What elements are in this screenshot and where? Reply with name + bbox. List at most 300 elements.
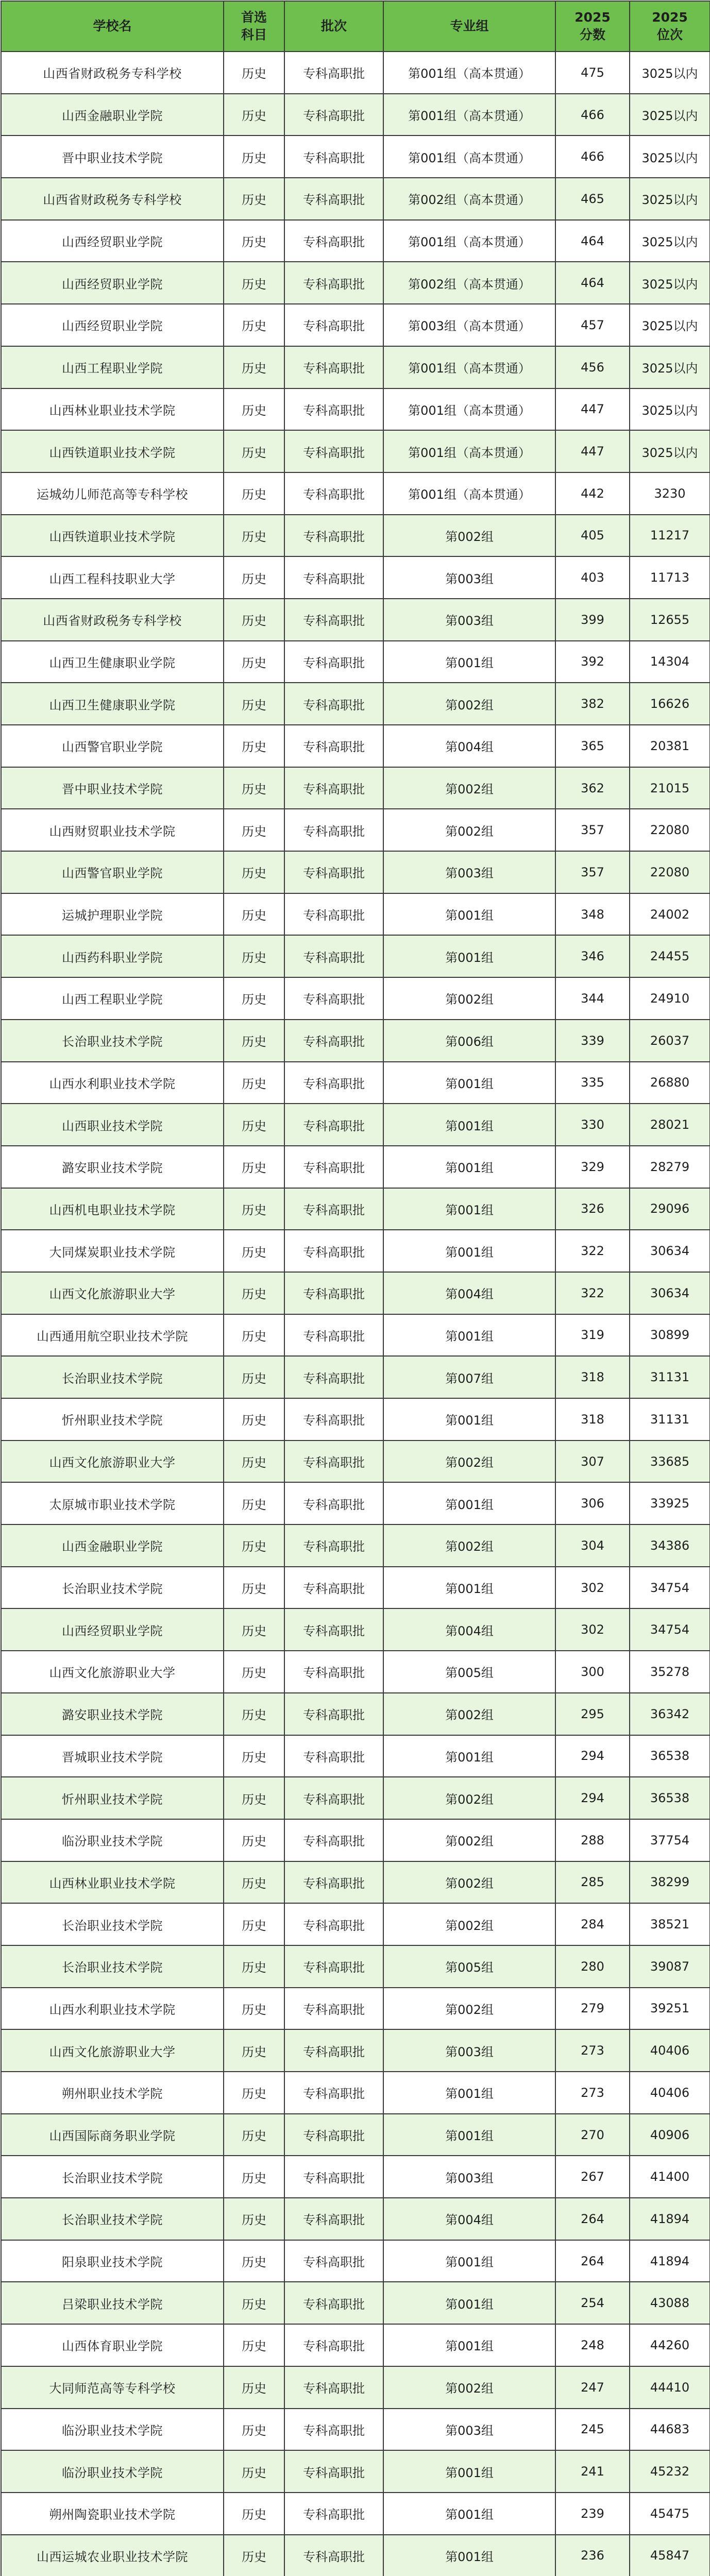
batch-cell: 专科高职批 xyxy=(284,388,383,431)
table-row xyxy=(1,2324,710,2366)
rank-cell: 45232 xyxy=(630,2450,710,2493)
school-name-cell: 吕梁职业技术学院 xyxy=(1,2282,224,2324)
score-cell: 280 xyxy=(555,1945,630,1988)
score-cell: 442 xyxy=(555,472,630,515)
group-cell: 第001组 xyxy=(383,1104,555,1146)
subject-cell: 历史 xyxy=(224,641,284,683)
score-cell: 300 xyxy=(555,1651,630,1693)
score-cell: 264 xyxy=(555,2198,630,2240)
header-batch: 批次 xyxy=(284,1,383,52)
school-name-cell: 山西文化旅游职业大学 xyxy=(1,1651,224,1693)
batch-cell: 专科高职批 xyxy=(284,94,383,136)
group-cell: 第001组 xyxy=(383,1482,555,1524)
batch-cell: 专科高职批 xyxy=(284,1945,383,1988)
subject-cell: 历史 xyxy=(224,94,284,136)
table-row xyxy=(1,2072,710,2114)
group-cell: 第002组 xyxy=(383,809,555,851)
table-row xyxy=(1,2114,710,2156)
school-name-cell: 大同师范高等专科学校 xyxy=(1,2366,224,2409)
school-name-cell: 太原城市职业技术学院 xyxy=(1,1482,224,1524)
rank-cell: 3025以内 xyxy=(630,430,710,472)
batch-cell: 专科高职批 xyxy=(284,1104,383,1146)
group-cell: 第001组（高本贯通） xyxy=(383,346,555,388)
school-name-cell: 山西铁道职业技术学院 xyxy=(1,515,224,557)
score-cell: 319 xyxy=(555,1314,630,1357)
batch-cell: 专科高职批 xyxy=(284,893,383,936)
table-row xyxy=(1,767,710,809)
table-row xyxy=(1,2240,710,2282)
group-cell: 第001组 xyxy=(383,2072,555,2114)
table-row xyxy=(1,1903,710,1945)
subject-cell: 历史 xyxy=(224,2198,284,2240)
batch-cell: 专科高职批 xyxy=(284,262,383,304)
group-cell: 第002组（高本贯通） xyxy=(383,262,555,304)
subject-cell: 历史 xyxy=(224,2324,284,2366)
score-cell: 357 xyxy=(555,851,630,893)
score-cell: 457 xyxy=(555,304,630,346)
table-row xyxy=(1,641,710,683)
rank-cell: 41894 xyxy=(630,2198,710,2240)
subject-cell: 历史 xyxy=(224,977,284,1020)
rank-cell: 44683 xyxy=(630,2409,710,2451)
group-cell: 第001组 xyxy=(383,1314,555,1357)
batch-cell: 专科高职批 xyxy=(284,977,383,1020)
batch-cell: 专科高职批 xyxy=(284,599,383,641)
score-cell: 465 xyxy=(555,178,630,220)
table-row xyxy=(1,1188,710,1230)
header-score-line1: 2025 xyxy=(574,10,611,25)
school-name-cell: 山西运城农业职业技术学院 xyxy=(1,2535,224,2576)
subject-cell: 历史 xyxy=(224,515,284,557)
school-name-cell: 长治职业技术学院 xyxy=(1,1020,224,1062)
score-cell: 318 xyxy=(555,1356,630,1398)
subject-cell: 历史 xyxy=(224,1440,284,1483)
subject-cell: 历史 xyxy=(224,1230,284,1272)
group-cell: 第003组 xyxy=(383,851,555,893)
batch-cell: 专科高职批 xyxy=(284,1440,383,1483)
batch-cell: 专科高职批 xyxy=(284,683,383,725)
score-cell: 405 xyxy=(555,515,630,557)
score-cell: 344 xyxy=(555,977,630,1020)
score-cell: 475 xyxy=(555,52,630,94)
rank-cell: 45475 xyxy=(630,2493,710,2535)
table-row xyxy=(1,304,710,346)
score-cell: 362 xyxy=(555,767,630,809)
rank-cell: 45847 xyxy=(630,2535,710,2576)
school-name-cell: 朔州职业技术学院 xyxy=(1,2072,224,2114)
group-cell: 第002组 xyxy=(383,1693,555,1735)
rank-cell: 30899 xyxy=(630,1314,710,1357)
group-cell: 第001组 xyxy=(383,2282,555,2324)
rank-cell: 29096 xyxy=(630,1188,710,1230)
table-row xyxy=(1,2535,710,2576)
school-name-cell: 山西工程职业学院 xyxy=(1,346,224,388)
score-cell: 464 xyxy=(555,262,630,304)
school-name-cell: 临汾职业技术学院 xyxy=(1,2450,224,2493)
score-cell: 288 xyxy=(555,1819,630,1861)
table-row xyxy=(1,220,710,262)
subject-cell: 历史 xyxy=(224,304,284,346)
table-row xyxy=(1,135,710,178)
batch-cell: 专科高职批 xyxy=(284,2072,383,2114)
rank-cell: 31131 xyxy=(630,1356,710,1398)
group-cell: 第004组 xyxy=(383,725,555,767)
header-score-line2: 分数 xyxy=(579,27,605,42)
table-row xyxy=(1,2493,710,2535)
subject-cell: 历史 xyxy=(224,346,284,388)
school-name-cell: 山西经贸职业学院 xyxy=(1,220,224,262)
batch-cell: 专科高职批 xyxy=(284,767,383,809)
school-name-cell: 大同煤炭职业技术学院 xyxy=(1,1230,224,1272)
rank-cell: 38299 xyxy=(630,1861,710,1904)
school-name-cell: 忻州职业技术学院 xyxy=(1,1398,224,1440)
rank-cell: 36538 xyxy=(630,1735,710,1777)
batch-cell: 专科高职批 xyxy=(284,2114,383,2156)
rank-cell: 3230 xyxy=(630,472,710,515)
table-row xyxy=(1,1104,710,1146)
score-cell: 247 xyxy=(555,2366,630,2409)
rank-cell: 3025以内 xyxy=(630,52,710,94)
table-row xyxy=(1,1861,710,1904)
rank-cell: 20381 xyxy=(630,725,710,767)
subject-cell: 历史 xyxy=(224,1608,284,1651)
subject-cell: 历史 xyxy=(224,767,284,809)
group-cell: 第003组 xyxy=(383,2029,555,2072)
school-name-cell: 临汾职业技术学院 xyxy=(1,1819,224,1861)
score-cell: 254 xyxy=(555,2282,630,2324)
school-name-cell: 山西警官职业学院 xyxy=(1,725,224,767)
score-cell: 466 xyxy=(555,135,630,178)
score-cell: 365 xyxy=(555,725,630,767)
school-name-cell: 运城幼儿师范高等专科学校 xyxy=(1,472,224,515)
subject-cell: 历史 xyxy=(224,2240,284,2282)
group-cell: 第001组（高本贯通） xyxy=(383,135,555,178)
subject-cell: 历史 xyxy=(224,135,284,178)
score-cell: 322 xyxy=(555,1272,630,1314)
school-name-cell: 山西药科职业学院 xyxy=(1,935,224,977)
batch-cell: 专科高职批 xyxy=(284,2324,383,2366)
school-name-cell: 山西文化旅游职业大学 xyxy=(1,1272,224,1314)
rank-cell: 12655 xyxy=(630,599,710,641)
rank-cell: 3025以内 xyxy=(630,304,710,346)
group-cell: 第001组 xyxy=(383,2493,555,2535)
school-name-cell: 山西省财政税务专科学校 xyxy=(1,52,224,94)
batch-cell: 专科高职批 xyxy=(284,135,383,178)
subject-cell: 历史 xyxy=(224,2366,284,2409)
batch-cell: 专科高职批 xyxy=(284,2198,383,2240)
score-cell: 466 xyxy=(555,94,630,136)
school-name-cell: 山西经贸职业学院 xyxy=(1,304,224,346)
rank-cell: 21015 xyxy=(630,767,710,809)
score-cell: 264 xyxy=(555,2240,630,2282)
group-cell: 第001组 xyxy=(383,893,555,936)
school-name-cell: 山西卫生健康职业学院 xyxy=(1,641,224,683)
batch-cell: 专科高职批 xyxy=(284,2450,383,2493)
school-name-cell: 山西职业技术学院 xyxy=(1,1104,224,1146)
score-cell: 447 xyxy=(555,430,630,472)
table-row xyxy=(1,725,710,767)
school-name-cell: 山西省财政税务专科学校 xyxy=(1,599,224,641)
subject-cell: 历史 xyxy=(224,388,284,431)
score-cell: 273 xyxy=(555,2029,630,2072)
subject-cell: 历史 xyxy=(224,935,284,977)
school-name-cell: 长治职业技术学院 xyxy=(1,1567,224,1609)
admissions-table xyxy=(1,1,710,2576)
header-rank-line2: 位次 xyxy=(656,27,683,42)
table-row xyxy=(1,851,710,893)
group-cell: 第001组 xyxy=(383,1188,555,1230)
batch-cell: 专科高职批 xyxy=(284,1988,383,2030)
group-cell: 第002组 xyxy=(383,1777,555,1819)
score-cell: 245 xyxy=(555,2409,630,2451)
subject-cell: 历史 xyxy=(224,2156,284,2198)
school-name-cell: 潞安职业技术学院 xyxy=(1,1693,224,1735)
rank-cell: 30634 xyxy=(630,1230,710,1272)
group-cell: 第001组 xyxy=(383,1567,555,1609)
score-cell: 357 xyxy=(555,809,630,851)
table-row xyxy=(1,556,710,599)
header-subject xyxy=(224,1,284,52)
rank-cell: 36538 xyxy=(630,1777,710,1819)
score-cell: 322 xyxy=(555,1230,630,1272)
rank-cell: 14304 xyxy=(630,641,710,683)
score-cell: 241 xyxy=(555,2450,630,2493)
batch-cell: 专科高职批 xyxy=(284,2240,383,2282)
school-name-cell: 长治职业技术学院 xyxy=(1,2198,224,2240)
score-cell: 382 xyxy=(555,683,630,725)
batch-cell: 专科高职批 xyxy=(284,725,383,767)
group-cell: 第003组（高本贯通） xyxy=(383,304,555,346)
rank-cell: 3025以内 xyxy=(630,262,710,304)
rank-cell: 44410 xyxy=(630,2366,710,2409)
table-row xyxy=(1,94,710,136)
score-cell: 236 xyxy=(555,2535,630,2576)
score-cell: 302 xyxy=(555,1608,630,1651)
rank-cell: 24455 xyxy=(630,935,710,977)
table-row xyxy=(1,2198,710,2240)
subject-cell: 历史 xyxy=(224,52,284,94)
batch-cell: 专科高职批 xyxy=(284,1608,383,1651)
table-row xyxy=(1,1230,710,1272)
school-name-cell: 山西金融职业学院 xyxy=(1,1524,224,1567)
school-name-cell: 山西机电职业技术学院 xyxy=(1,1188,224,1230)
batch-cell: 专科高职批 xyxy=(284,2535,383,2576)
header-group: 专业组 xyxy=(383,1,555,52)
group-cell: 第002组 xyxy=(383,683,555,725)
school-name-cell: 山西国际商务职业学院 xyxy=(1,2114,224,2156)
batch-cell: 专科高职批 xyxy=(284,2409,383,2451)
subject-cell: 历史 xyxy=(224,1104,284,1146)
batch-cell: 专科高职批 xyxy=(284,1735,383,1777)
subject-cell: 历史 xyxy=(224,599,284,641)
subject-cell: 历史 xyxy=(224,2409,284,2451)
batch-cell: 专科高职批 xyxy=(284,1020,383,1062)
score-cell: 399 xyxy=(555,599,630,641)
subject-cell: 历史 xyxy=(224,2450,284,2493)
rank-cell: 40406 xyxy=(630,2072,710,2114)
batch-cell: 专科高职批 xyxy=(284,2156,383,2198)
rank-cell: 3025以内 xyxy=(630,94,710,136)
table-row xyxy=(1,1945,710,1988)
rank-cell: 24910 xyxy=(630,977,710,1020)
school-name-cell: 山西工程职业学院 xyxy=(1,977,224,1020)
rank-cell: 41894 xyxy=(630,2240,710,2282)
group-cell: 第002组 xyxy=(383,1988,555,2030)
table-row xyxy=(1,2282,710,2324)
header-subject-line2: 科目 xyxy=(241,27,267,42)
table-row xyxy=(1,52,710,94)
score-cell: 294 xyxy=(555,1735,630,1777)
group-cell: 第004组 xyxy=(383,2198,555,2240)
batch-cell: 专科高职批 xyxy=(284,515,383,557)
batch-cell: 专科高职批 xyxy=(284,1062,383,1104)
subject-cell: 历史 xyxy=(224,1945,284,1988)
table-row xyxy=(1,1777,710,1819)
group-cell: 第003组 xyxy=(383,2156,555,2198)
score-cell: 294 xyxy=(555,1777,630,1819)
subject-cell: 历史 xyxy=(224,1988,284,2030)
rank-cell: 3025以内 xyxy=(630,388,710,431)
subject-cell: 历史 xyxy=(224,2029,284,2072)
rank-cell: 22080 xyxy=(630,809,710,851)
group-cell: 第001组 xyxy=(383,1062,555,1104)
score-cell: 284 xyxy=(555,1903,630,1945)
group-cell: 第002组 xyxy=(383,767,555,809)
group-cell: 第001组 xyxy=(383,935,555,977)
rank-cell: 11713 xyxy=(630,556,710,599)
table-row xyxy=(1,2156,710,2198)
batch-cell: 专科高职批 xyxy=(284,430,383,472)
group-cell: 第001组（高本贯通） xyxy=(383,52,555,94)
score-cell: 339 xyxy=(555,1020,630,1062)
group-cell: 第001组 xyxy=(383,1735,555,1777)
subject-cell: 历史 xyxy=(224,809,284,851)
school-name-cell: 山西通用航空职业技术学院 xyxy=(1,1314,224,1357)
rank-cell: 26880 xyxy=(630,1062,710,1104)
subject-cell: 历史 xyxy=(224,1062,284,1104)
table-row xyxy=(1,178,710,220)
school-name-cell: 山西林业职业技术学院 xyxy=(1,1861,224,1904)
rank-cell: 41400 xyxy=(630,2156,710,2198)
group-cell: 第001组（高本贯通） xyxy=(383,430,555,472)
group-cell: 第001组 xyxy=(383,2114,555,2156)
header-rank xyxy=(630,1,710,52)
school-name-cell: 晋中职业技术学院 xyxy=(1,135,224,178)
rank-cell: 33925 xyxy=(630,1482,710,1524)
batch-cell: 专科高职批 xyxy=(284,1188,383,1230)
batch-cell: 专科高职批 xyxy=(284,220,383,262)
group-cell: 第002组 xyxy=(383,1903,555,1945)
rank-cell: 34754 xyxy=(630,1567,710,1609)
group-cell: 第002组 xyxy=(383,1440,555,1483)
subject-cell: 历史 xyxy=(224,1567,284,1609)
table-row xyxy=(1,893,710,936)
batch-cell: 专科高职批 xyxy=(284,935,383,977)
school-name-cell: 长治职业技术学院 xyxy=(1,1945,224,1988)
table-row xyxy=(1,1272,710,1314)
group-cell: 第001组 xyxy=(383,641,555,683)
group-cell: 第001组（高本贯通） xyxy=(383,220,555,262)
batch-cell: 专科高职批 xyxy=(284,2029,383,2072)
batch-cell: 专科高职批 xyxy=(284,809,383,851)
subject-cell: 历史 xyxy=(224,1482,284,1524)
score-cell: 267 xyxy=(555,2156,630,2198)
table-row xyxy=(1,388,710,431)
rank-cell: 28279 xyxy=(630,1146,710,1188)
subject-cell: 历史 xyxy=(224,1272,284,1314)
score-cell: 270 xyxy=(555,2114,630,2156)
table-body xyxy=(1,52,710,2576)
header-school: 学校名 xyxy=(1,1,224,52)
subject-cell: 历史 xyxy=(224,1693,284,1735)
group-cell: 第002组 xyxy=(383,1819,555,1861)
subject-cell: 历史 xyxy=(224,725,284,767)
group-cell: 第004组 xyxy=(383,1608,555,1651)
rank-cell: 43088 xyxy=(630,2282,710,2324)
subject-cell: 历史 xyxy=(224,178,284,220)
score-cell: 329 xyxy=(555,1146,630,1188)
batch-cell: 专科高职批 xyxy=(284,1398,383,1440)
group-cell: 第002组（高本贯通） xyxy=(383,178,555,220)
group-cell: 第003组 xyxy=(383,599,555,641)
school-name-cell: 晋城职业技术学院 xyxy=(1,1735,224,1777)
table-row xyxy=(1,1356,710,1398)
rank-cell: 40906 xyxy=(630,2114,710,2156)
school-name-cell: 山西警官职业学院 xyxy=(1,851,224,893)
rank-cell: 36342 xyxy=(630,1693,710,1735)
subject-cell: 历史 xyxy=(224,220,284,262)
table-row xyxy=(1,1735,710,1777)
rank-cell: 39251 xyxy=(630,1988,710,2030)
group-cell: 第001组 xyxy=(383,2450,555,2493)
header-rank-line1: 2025 xyxy=(652,10,688,25)
rank-cell: 3025以内 xyxy=(630,178,710,220)
table-row xyxy=(1,1398,710,1440)
group-cell: 第001组 xyxy=(383,1230,555,1272)
group-cell: 第003组 xyxy=(383,556,555,599)
subject-cell: 历史 xyxy=(224,262,284,304)
table-row xyxy=(1,935,710,977)
school-name-cell: 山西省财政税务专科学校 xyxy=(1,178,224,220)
group-cell: 第001组（高本贯通） xyxy=(383,94,555,136)
score-cell: 239 xyxy=(555,2493,630,2535)
batch-cell: 专科高职批 xyxy=(284,178,383,220)
batch-cell: 专科高职批 xyxy=(284,2493,383,2535)
subject-cell: 历史 xyxy=(224,1777,284,1819)
rank-cell: 22080 xyxy=(630,851,710,893)
rank-cell: 33685 xyxy=(630,1440,710,1483)
header-subject-line1: 首选 xyxy=(241,10,267,25)
rank-cell: 37754 xyxy=(630,1819,710,1861)
subject-cell: 历史 xyxy=(224,1651,284,1693)
school-name-cell: 山西经贸职业学院 xyxy=(1,1608,224,1651)
score-cell: 285 xyxy=(555,1861,630,1904)
group-cell: 第002组 xyxy=(383,1861,555,1904)
group-cell: 第002组 xyxy=(383,977,555,1020)
score-cell: 279 xyxy=(555,1988,630,2030)
school-name-cell: 山西文化旅游职业大学 xyxy=(1,1440,224,1483)
rank-cell: 34386 xyxy=(630,1524,710,1567)
score-cell: 302 xyxy=(555,1567,630,1609)
batch-cell: 专科高职批 xyxy=(284,304,383,346)
subject-cell: 历史 xyxy=(224,556,284,599)
school-name-cell: 山西水利职业技术学院 xyxy=(1,1062,224,1104)
group-cell: 第005组 xyxy=(383,1651,555,1693)
batch-cell: 专科高职批 xyxy=(284,2282,383,2324)
header-row xyxy=(1,1,710,52)
table-row xyxy=(1,472,710,515)
school-name-cell: 山西财贸职业技术学院 xyxy=(1,809,224,851)
